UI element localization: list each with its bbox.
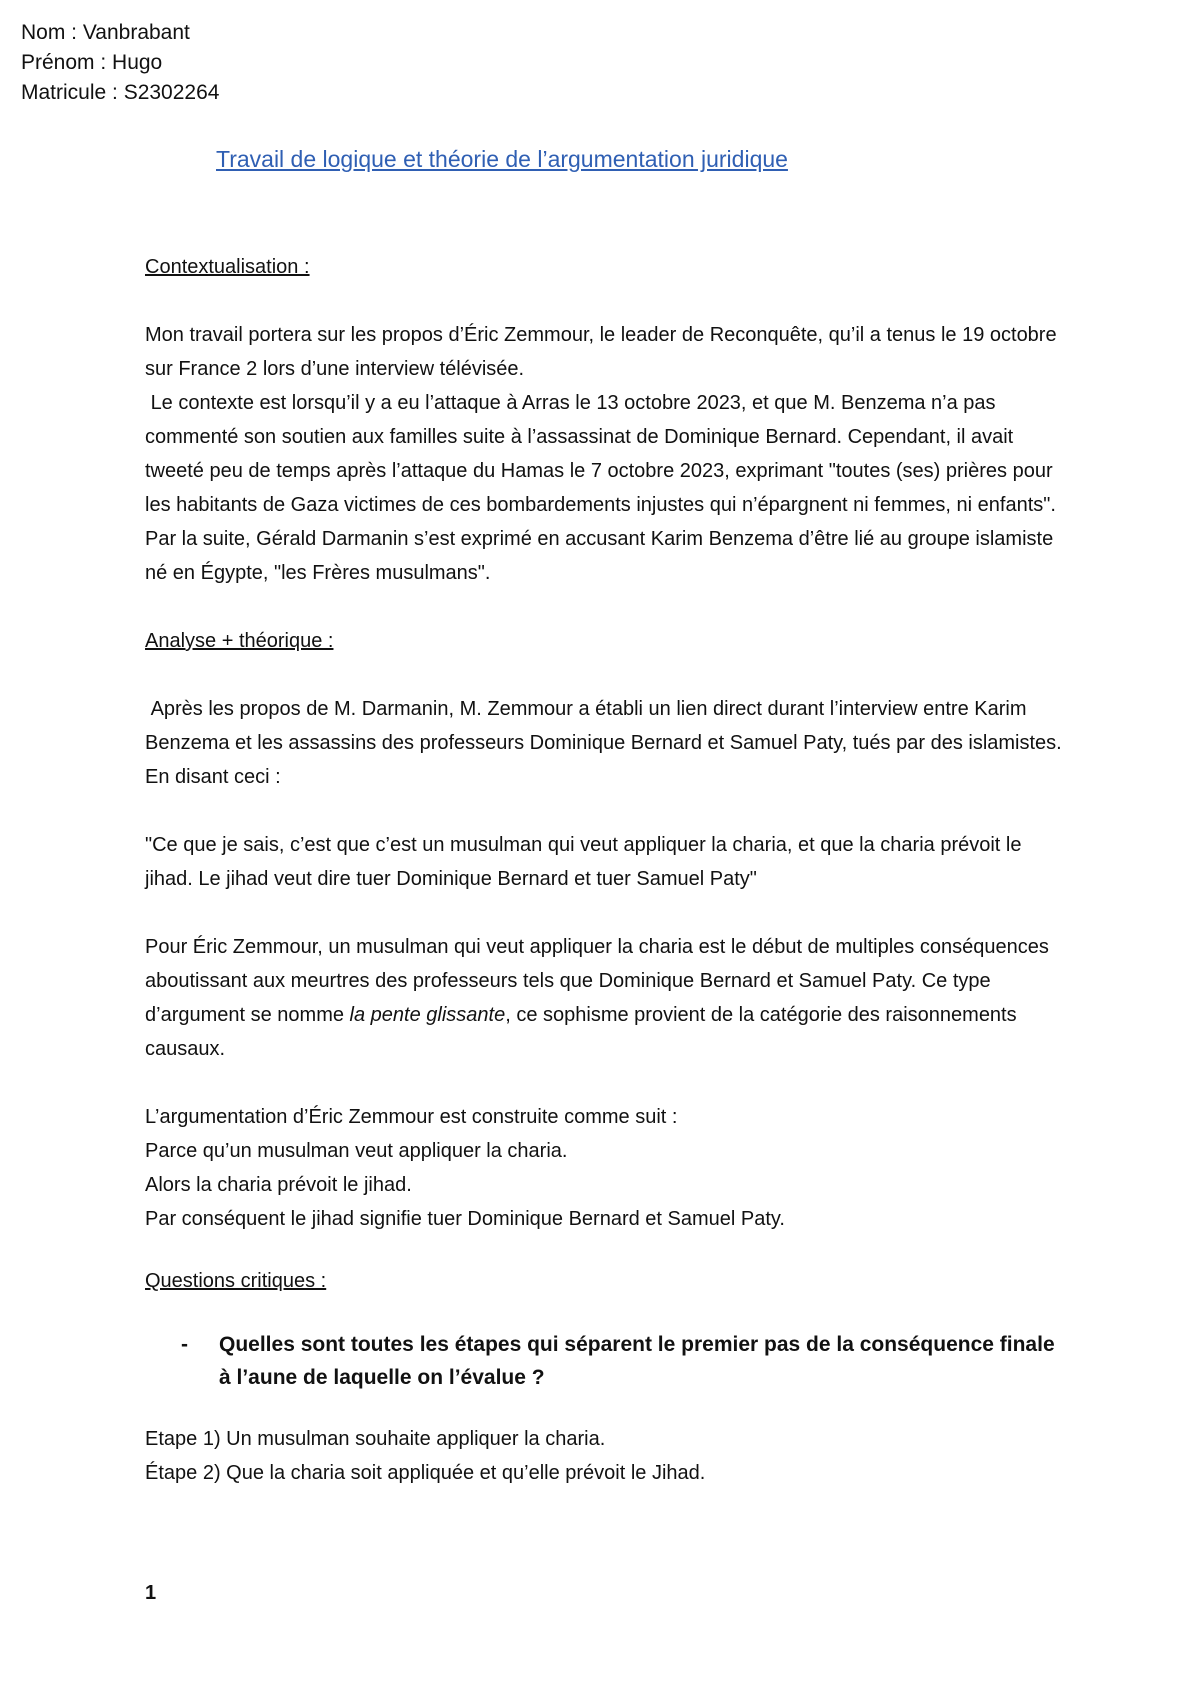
paragraph-text: Le contexte est lorsqu’il y a eu l’attaque à Arras le 13 octobre 2023, et que M. Benzema n’a pas commenté son soutien aux familles suite à l’assassinat de Dominique Bernard. Cependant, il avait tweeté peu de temps après l’attaque du Hamas le 7 octobre 2023, exprimant "toutes (ses) prières pour les habitants de Gaza victimes de ces bombardements injustes qui n’épargnent ni femmes, ni enfants". Par la suite, Gérald Darmanin s’est exprimé en accusant Karim Benzema d’être lié au groupe islamiste né en Égypte, "les Frères musulmans". [145,392,1056,584]
nom-line: Nom : Vanbrabant [21,21,190,44]
paragraph [145,386,1065,590]
page-number: 1 [145,1582,157,1604]
matricule-line: Matricule : S2302264 [21,81,220,104]
section-heading-analyse: Analyse + théorique : [145,630,334,652]
section-heading-questions: Questions critiques : [145,1270,327,1292]
prenom-line: Prénom : Hugo [21,51,163,74]
critical-question-text: Quelles sont toutes les étapes qui séparent le premier pas de la conséquence finale à l’aune de laquelle on l’évalue ? [219,1333,1055,1389]
step-line: Etape 1) Un musulman souhaite appliquer la charia. [145,1428,606,1450]
quote-paragraph: "Ce que je sais, c’est que c’est un musulman qui veut appliquer la charia, et que la charia prévoit le jihad. Le jihad veut dire tuer Dominique Bernard et tuer Samuel Paty" [145,834,1022,890]
student-header [21,18,219,108]
argument-line: Parce qu’un musulman veut appliquer la charia. [145,1140,568,1162]
section-heading-contextualisation: Contextualisation : [145,256,310,278]
paragraph-text: Après les propos de M. Darmanin, M. Zemmour a établi un lien direct durant l’interview entre Karim Benzema et les assassins des professeurs Dominique Bernard et Samuel Paty, tués par des islamistes. En disant ceci : [145,698,1062,788]
critical-question [181,1328,1065,1394]
paragraph-text: , ce sophisme provient de la catégorie des raisonnements causaux. [145,1004,1017,1060]
paragraph [145,930,1065,1066]
argument-line: Par conséquent le jihad signifie tuer Dominique Bernard et Samuel Paty. [145,1208,785,1230]
paragraph-text: Pour Éric Zemmour, un musulman qui veut appliquer la charia est le début de multiples conséquences aboutissant aux meurtres des professeurs tels que Dominique Bernard et Samuel Paty. Ce type d’argument se nomme [145,936,1049,1026]
argument-intro: L’argumentation d’Éric Zemmour est construite comme suit : [145,1106,678,1128]
document-body [145,250,1065,1490]
document-title: Travail de logique et théorie de l’argumentation juridique [216,146,788,172]
argument-line: Alors la charia prévoit le jihad. [145,1174,412,1196]
paragraph: Mon travail portera sur les propos d’Éric Zemmour, le leader de Reconquête, qu’il a tenus le 19 octobre sur France 2 lors d’une interview télévisée. [145,324,1057,380]
paragraph [145,692,1065,794]
italic-term: la pente glissante [349,1004,506,1026]
list-dash: - [181,1333,188,1356]
step-line: Étape 2) Que la charia soit appliquée et qu’elle prévoit le Jihad. [145,1462,706,1484]
